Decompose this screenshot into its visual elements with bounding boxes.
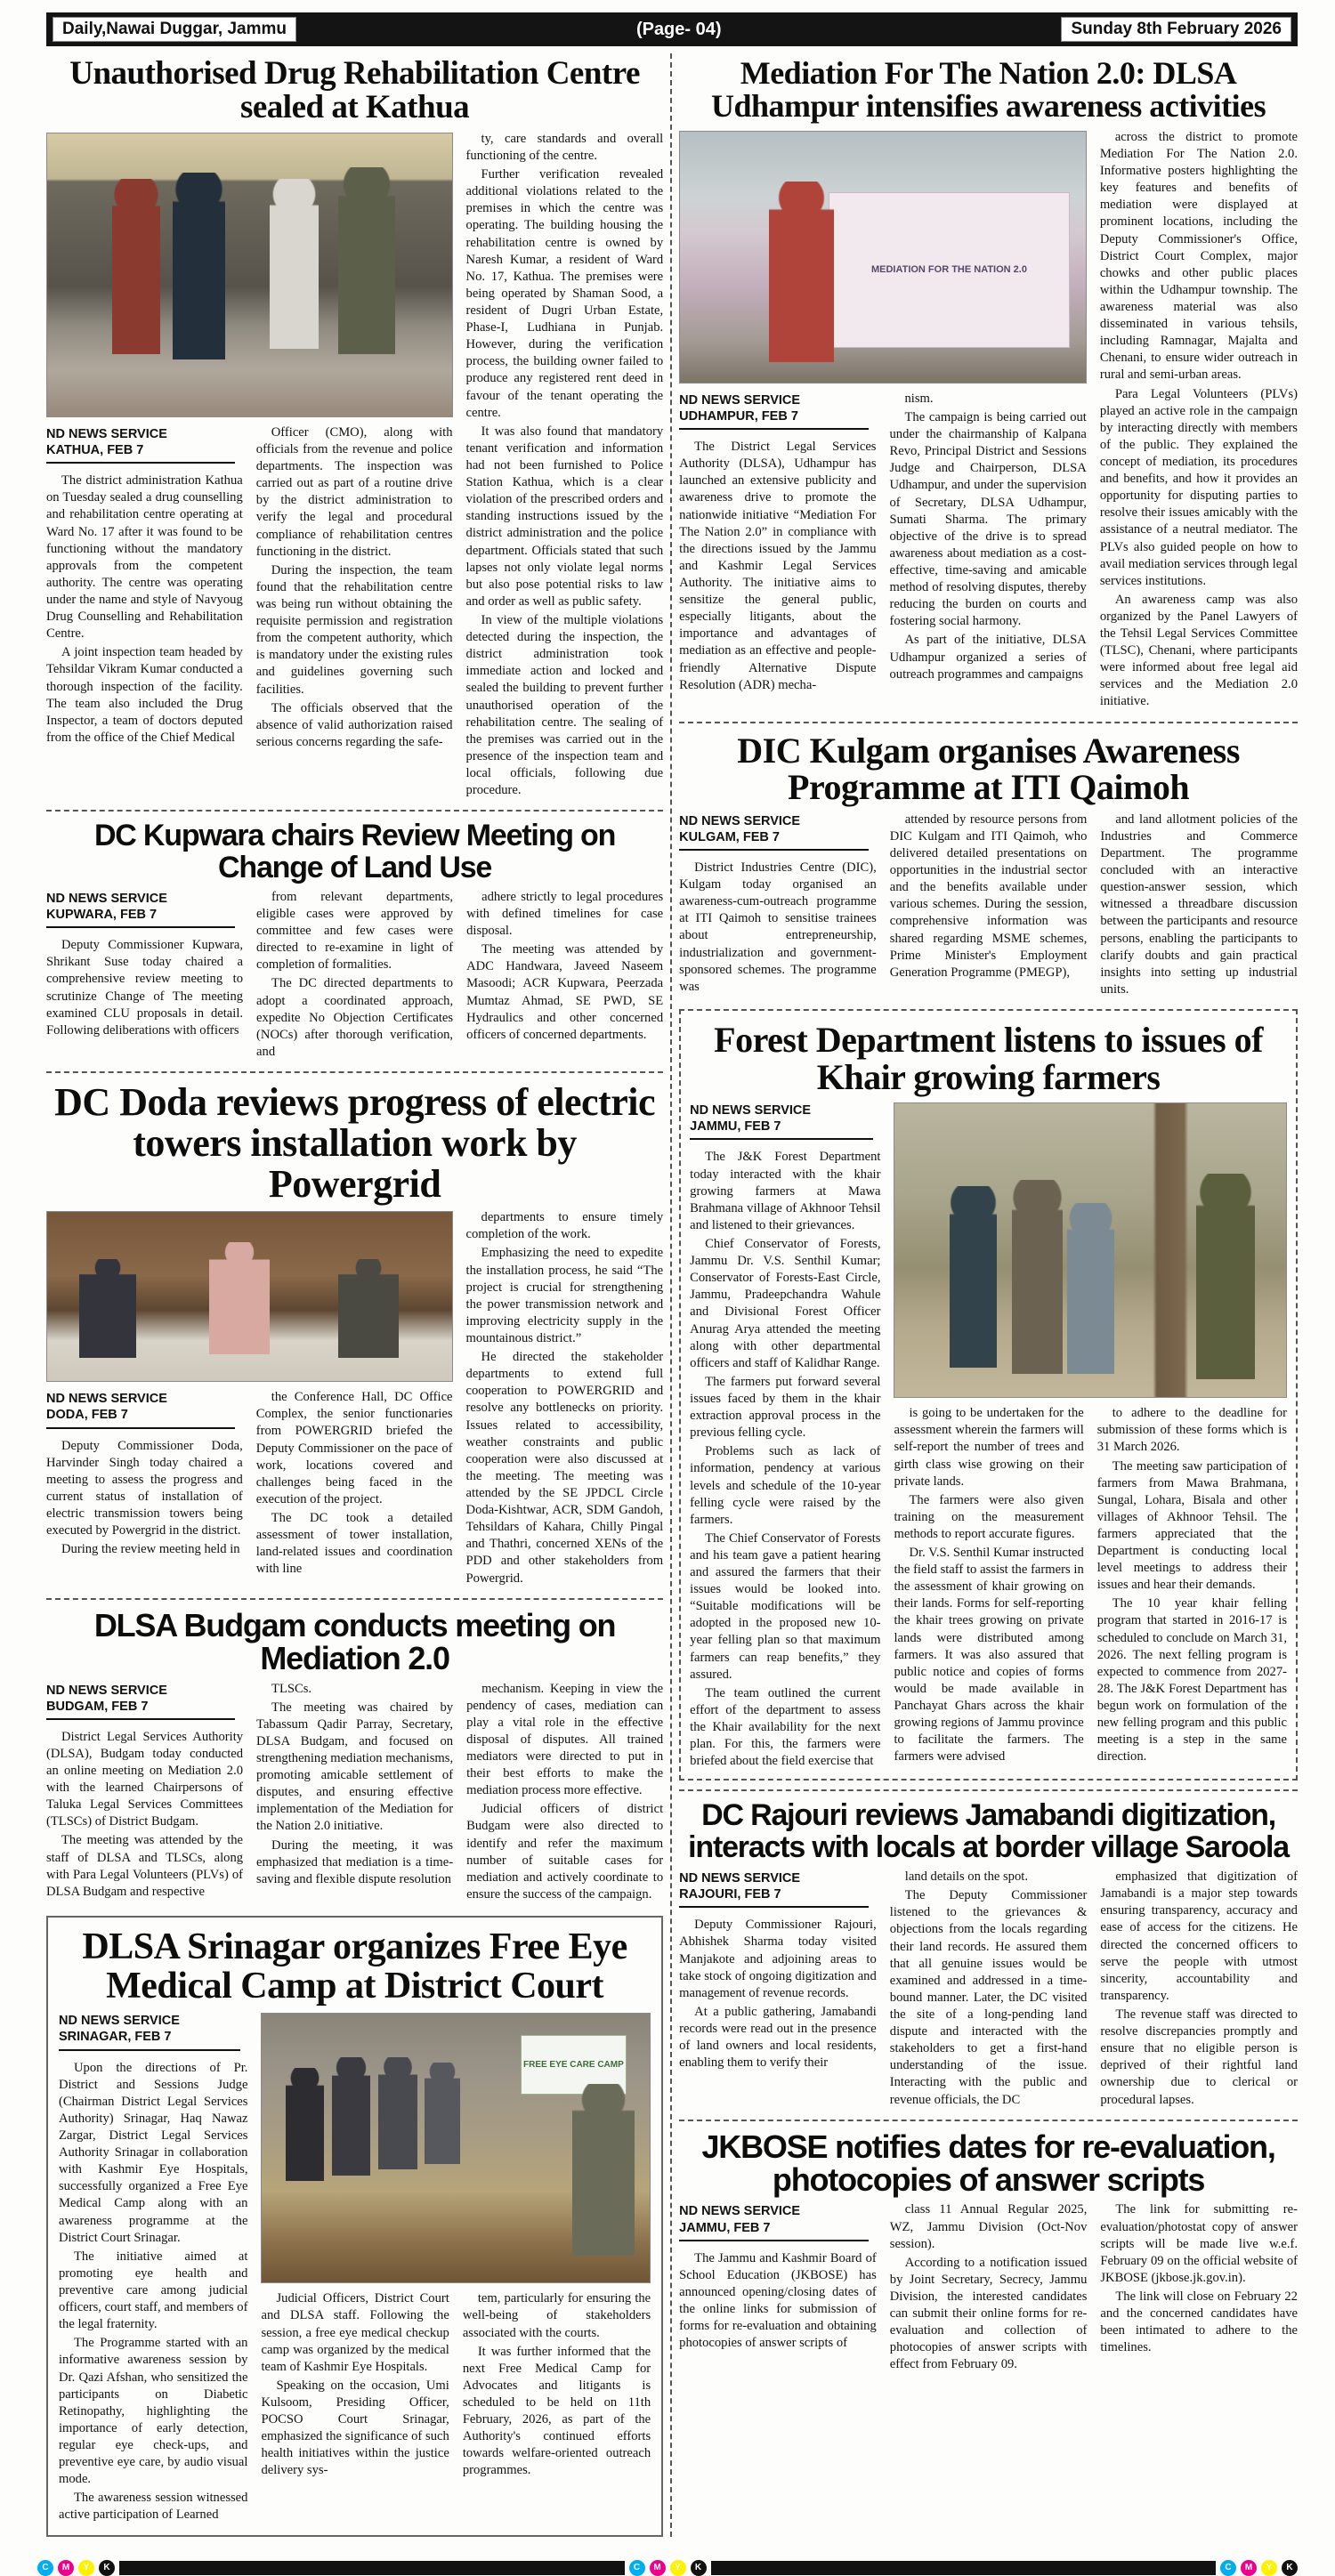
cyan-mark: C [1220,2560,1236,2576]
person-figure [332,2057,371,2176]
byline-dateline: BUDGAM, FEB 7 [46,1699,149,1714]
paragraph: It was further informed that the next Free Medical Camp for Advocates and litigants is scheduled to be held on 11th February, 2026, as part of the Authority's continued efforts towards welfare-oriented outreach programmes. [462,2344,651,2478]
column-3 [466,1681,663,1905]
column-2 [256,1389,453,1579]
column-1 [679,391,876,696]
headline-jkbose: JKBOSE notifies dates for re-evaluation, photocopies of answer scripts [701,2128,1275,2199]
paragraph: land details on the spot. [904,1869,1028,1885]
paragraph: is going to be undertaken for the assessment wherein the farmers will self-report the number of trees and girth class wise growing on their private lands. [894,1406,1084,1489]
byline-dateline: RAJOURI, FEB 7 [679,1887,781,1902]
person-figure [173,173,225,359]
paragraph: class 11 Annual Regular 2025, WZ, Jammu Division (Oct-Nov session). [889,2202,1088,2251]
magenta-mark: M [650,2560,666,2576]
paragraph: Deputy Commissioner Doda, Harvinder Singh today chaired a meeting to assess the progress and current status of installation of electric transmission towers being executed by Powergrid in the district. [46,1438,243,1538]
paragraph: attended by resource persons from DIC Kulgam and ITI Qaimoh, who delivered detailed presentations on opportunities in the industrial sector and the benefits available under various schemes. During the session, comprehensive information was shared regarding MSME schemes, Prime Minister's Employment Generation Programme (PMEGP), [889,812,1088,980]
column-3 [1097,1405,1287,1767]
headline-kathua: Unauthorised Drug Rehabilitation Centre sealed at Kathua [69,55,640,126]
byline-dateline: KULGAM, FEB 7 [679,829,780,844]
paragraph: Dr. V.S. Senthil Kumar instructed the field staff to assist the farmers in the assessment of khair growing on their lands. Forms for self-reporting the khair trees growing on private lands were distributed among farmers. It was also assured that public notice and copies of forms would be made available in Panchayat Ghars across the khair growing regions of Jammu province to facilitate the farmers. The farmers were advised [894,1546,1084,1764]
page-number: (Page- 04) [635,19,722,39]
byline-kathua [46,426,235,464]
paragraph: to adhere to the deadline for submission of these forms which is 31 March 2026. [1096,1406,1288,1455]
black-mark: K [691,2560,707,2576]
paragraph: The initiative aimed at promoting eye health and preventive care among judicial officers, court staff, and members of the legal fraternity. [59,2249,248,2332]
byline-dateline: JAMMU, FEB 7 [690,1119,781,1135]
column-divider [670,53,672,2537]
person-figure [338,167,395,354]
column-1 [46,424,243,753]
person-figure [378,2057,417,2170]
column-2 [890,812,1088,1000]
eye-camp-poster: FREE EYE CARE CAMP [521,2035,627,2094]
paragraph: The farmers were also given training on the measurement methods to report accurate figures. [894,1492,1084,1541]
issue-date: Sunday 8th February 2026 [1061,17,1291,42]
paragraph: As part of the initiative, DLSA Udhampur organized a series of outreach programmes and campaigns [889,633,1087,682]
paragraph: The meeting was attended by the staff of DLSA and TLSCs, along with Para Legal Volunteers (PLVs) of DLSA Budgam and respective [46,1833,244,1899]
paragraph: An awareness camp was also organized by the Panel Lawyers of the Tehsil Legal Services Committee (TLSC), Chenani, where participants were informed about free legal aid services and the Mediation 2.0 initiative. [1099,592,1298,709]
person-figure [1196,1174,1255,1379]
article-doda [46,1071,663,1589]
headline-srinagar: DLSA Srinagar organizes Free Eye Medical Camp at District Court [82,1926,627,2007]
article-srinagar [46,1916,663,2537]
paragraph: The team outlined the current effort of the department to assess the Khair availability for the next plan. For this, the farmers were briefed about the field exercise that [690,1685,881,1769]
magenta-mark: M [1241,2560,1257,2576]
paragraph: During the review meeting held in [61,1542,240,1557]
paragraph: District Legal Services Authority (DLSA), Budgam today conducted an online meeting on Mediation 2.0 with the learned Chairpersons of Taluka Legal Services Committees (TLSCs) of District Budgam. [46,1729,244,1829]
paragraph: In view of the multiple violations detected during the inspection, the district administration took immediate action and locked and sealed the building to prevent further unauthorised operation of the rehabilitation centre. The sealing of the premises was carried out in the presence of the inspection team and local officials, following due procedure. [465,613,664,798]
right-half [679,50,1298,2537]
paragraph: The 10 year khair felling program that started in 2016-17 is scheduled to conclude on March 31, 2026. The next felling program is expected to commence from 2027-28. The J&K Forest Department has begun work on formulation of the new felling program and this public meeting is a step in the same direction. [1096,1596,1288,1764]
paragraph: Para Legal Volunteers (PLVs) played an active role in the campaign by interacting directly with members of the public. They explained the concept of mediation, its procedures and benefits, and how it provides an opportunity for disputing parties to resolve their issues amicably with the assistance of a neutral mediator. The PLVs also guided people on how to avail mediation services through legal services institutions. [1099,386,1298,588]
paragraph: the Conference Hall, DC Office Complex, the senior functionaries from POWERGRID briefed the Deputy Commissioner on the pace of work, locations covered and challenges being faced in the execution of the project. [255,1390,453,1506]
paragraph: The revenue staff was directed to resolve discrepancies promptly and ensure that no eligible person is deprived of their rightful land ownership due to clerical or procedural lapses. [1100,2007,1298,2107]
person-figure [769,182,834,362]
column-text [679,1917,877,2071]
paragraph: Deputy Commissioner Kupwara, Shrikant Suse today chaired a comprehensive review meeting to scrutinize Change of The meeting examined CLU proposals in detail. Following deliberations with officers [46,938,244,1038]
paragraph: The J&K Forest Department today interacted with the khair growing farmers at Mawa Brahmana village of Akhnoor Tehsil and listened to their grievances. [690,1150,881,1232]
byline-agency: ND NEWS SERVICE [690,1103,812,1118]
paragraph: Problems such as lack of information, pendency at various levels and schedule of the 10-year felling cycle were raised by the farmers. [690,1444,881,1527]
paragraph: It was also found that mandatory tenant verification and information had not been furnished to Police Station Kathua, which is a clear violation of the prescribed orders and standing instructions issued by the district administration and the police department. Officials stated that such lapses not only violate legal norms but also pose potential risks to law and order as well as public safety. [465,424,664,609]
yellow-mark: Y [670,2560,686,2576]
headline-forest: Forest Department listens to issues of Khair growing farmers [714,1019,1263,1097]
byline-jkbose [679,2203,869,2241]
paragraph: The meeting saw participation of farmers from Mawa Brahmana, Sungal, Lohara, Bisala and other villages of Akhnoor Tehsil. The farmers appreciated that the Department is conducting local level meetings to address their issues and hear their demands. [1096,1458,1288,1593]
paragraph: Chief Conservator of Forests, Jammu Dr. V.S. Senthil Kumar; Conservator of Forests-East Circle, Jammu, Pradeepchandra Wahule and Divisional Forest Officer Anurag Arya attended the meeting along with other departmental officers and staff of Kalidhar Range. [690,1236,881,1370]
article-udhampur [679,57,1298,713]
newspaper-page [46,12,1298,2537]
person-figure [286,2068,325,2181]
column-1 [690,1101,880,1772]
registration-bar [119,2561,625,2575]
paragraph: During the inspection, the team found that the rehabilitation centre was being run without obtaining the requisite permission and registration from the competent authority, which is mandatory under the existing rules and guidelines governing such facilities. [255,562,453,697]
byline-agency: ND NEWS SERVICE [679,1871,801,1886]
article-kulgam [679,722,1298,1000]
byline-dateline: SRINAGAR, FEB 7 [59,2030,172,2045]
headline-udhampur: Mediation For The Nation 2.0: DLSA Udhampur intensifies awareness activities [710,55,1266,125]
byline-forest [690,1102,873,1140]
column-1 [46,1389,243,1579]
person-figure [112,179,161,354]
black-mark: K [99,2560,115,2576]
yellow-mark: Y [78,2560,94,2576]
doda-photo [46,1211,453,1382]
paragraph: mechanism. Keeping in view the pendency of cases, mediation can play a vital role in the effective disposal of disputes. All trained mediators were directed to put in their best efforts to make the mediation process more effective. [466,1681,664,1798]
column-text [690,1149,880,1770]
paragraph: The DC took a detailed assessment of tower installation, land-related issues and coordination with line [255,1511,453,1577]
paragraph: The awareness session witnessed active participation of Learned [59,2491,248,2523]
headline-rajouri: DC Rajouri reviews Jamabandi digitization, interacts with locals at border village Saroola [688,1798,1289,1864]
paragraph: TLSCs. [271,1681,312,1696]
column-1 [59,2011,247,2525]
left-half [46,50,663,2537]
byline-dateline: KATHUA, FEB 7 [46,443,144,458]
paragraph: Officer (CMO), along with officials from the revenue and police departments. The inspection was carried out as part of a routine drive by the district administration to verify the legal and procedural compliance of rehabilitation centres functioning in the district. [255,424,453,559]
paragraph: The DC directed departments to adopt a coordinated approach, expedite No Objection Certificates (NOCs) after thorough verification, and [256,976,454,1059]
person-figure [1012,1180,1063,1374]
paragraph: ty, care standards and overall functioning of the centre. [465,131,664,164]
paragraph: Judicial officers of district Budgam were also directed to identify and refer the maximum number of suitable cases for mediation and actively coordinate to ensure the success of the campaign. [466,1802,664,1902]
byline-dateline: KUPWARA, FEB 7 [46,908,158,923]
column-text [46,472,243,747]
column-1 [679,2201,877,2375]
paragraph: District Industries Centre (DIC), Kulgam today organised an awareness-cum-outreach programme at ITI Qaimoh to sensitise trainees about entrepreneurship, industrialization and government-sponsored schemes. The programme was [679,860,877,994]
byline-agency: ND NEWS SERVICE [679,813,801,828]
column-1 [46,1681,243,1905]
byline-rajouri [679,1870,869,1908]
column-3 [466,131,664,801]
print-registration-footer [37,2560,1298,2576]
paragraph: nism. [904,391,934,406]
cyan-mark: C [37,2560,53,2576]
paragraph: Further verification revealed additional violations related to the premises in which the centre was operating. The building housing the rehabilitation centre is owned by Naresh Kumar, a resident of Ward No. 17, Kathua. The premises were being operated by Shaman Sood, a resident of Dugri Urban Estate, Phase-I, Ludhiana in Punjab. However, during the verification process, the building owner failed to produce any registered rent deed in favour of the tenant operating the centre. [465,167,664,420]
paragraph: The officials observed that the absence of valid authorization raised serious concerns regarding the safe- [255,700,453,749]
article-forest [679,1009,1298,1781]
column-text [46,1729,243,1901]
byline-agency: ND NEWS SERVICE [46,426,167,441]
udhampur-photo [679,131,1087,384]
byline-kupwara [46,891,235,928]
article-jkbose [679,2120,1298,2376]
mediation-banner: MEDIATION FOR THE NATION 2.0 [829,192,1069,348]
paragraph: The District Legal Services Authority (DLSA), Udhampur has launched an extensive publicity and awareness drive to promote the nationwide initiative “Mediation For The Nation 2.0” in compliance with the directions issued by the Jammu and Kashmir Legal Services Authority. The initiative aims to sensitize the general public, especially litigants, about the importance and advantages of mediation as an effective and people-friendly Alternative Dispute Resolution (ADR) mecha- [679,440,877,692]
headline-doda: DC Doda reviews progress of electric towers installation work by Powergrid [54,1080,655,1206]
black-mark: K [1282,2560,1298,2576]
column-3 [1100,812,1298,1000]
paragraph: During the meeting, it was emphasized that mediation is a time-saving and flexible dispute resolution [256,1837,454,1886]
cyan-mark: C [629,2560,645,2576]
headline-budgam: DLSA Budgam conducts meeting on Mediation 2.0 [93,1606,616,1677]
person-figure [270,179,319,349]
column-text [59,2060,247,2524]
person-figure [209,1242,270,1353]
column-2 [890,391,1087,696]
paragraph: adhere strictly to legal procedures with defined timelines for case disposal. [466,889,664,939]
article-kathua [46,57,663,801]
page-content [46,50,1298,2537]
paragraph: At a public gathering, Jamabandi records were read out in the presence of land owners and local residents, enabling them to verify their [679,2004,877,2071]
paragraph: A joint inspection team headed by Tehsildar Vikram Kumar conducted a thorough inspection of the facility. The team also included the Drug Inspector, a team of doctors deputed from the office of the Chief Medical [46,645,243,745]
paragraph: The farmers put forward several issues faced by them in the khair extraction approval process in the previous felling cycle. [690,1374,881,1441]
column-text [46,1438,243,1559]
person-figure [338,1259,399,1357]
magenta-mark: M [58,2560,74,2576]
article-kupwara [46,810,663,1062]
paragraph: The meeting was attended by ADC Handwara, Javeed Naseem Masoodi; ACR Kupwara, Peerzada Mumtaz Ahmad, SE PWD, SE Hydraulics and other concerned officers of concerned departments. [466,942,664,1042]
column-text [679,2250,877,2353]
column-2 [890,2201,1088,2375]
person-figure [950,1186,997,1369]
kathua-photo [46,133,453,417]
byline-dateline: DODA, FEB 7 [46,1408,128,1423]
byline-dateline: UDHAMPUR, FEB 7 [679,409,798,424]
column-3 [466,889,663,1062]
column-text [679,439,876,694]
paragraph: According to a notification issued by Joint Secretary, Secrecy, Jammu Division, the interested candidates can submit their online forms for re-evaluation and collection of photocopies of answer scripts with effect from February 09. [889,2255,1088,2372]
paragraph: Deputy Commissioner Rajouri, Abhishek Sharma today visited Manjakote and adjoining areas to take stock of ongoing digitization and management of revenue records. [679,1918,877,2000]
person-figure [1067,1203,1114,1373]
byline-doda [46,1391,235,1428]
column-3 [463,2290,651,2481]
paragraph: tem, particularly for ensuring the well-being of stakeholders associated with the courts. [462,2291,651,2340]
column-1 [679,812,877,1000]
byline-udhampur [679,392,868,430]
paragraph: Speaking on the occasion, Umi Kulsoom, Presiding Officer, POCSO Court Srinagar, emphasized the significance of such health initiatives within the justice delivery sys- [261,2378,449,2478]
byline-agency: ND NEWS SERVICE [46,1392,167,1407]
column-3 [1100,1869,1298,2111]
column-2 [261,2290,449,2481]
column-3 [1100,129,1298,713]
column-3 [1100,2201,1298,2375]
article-rajouri [679,1789,1298,2110]
paragraph: Judicial Officers, District Court and DLSA staff. Following the session, a free eye medical checkup camp was organized by the medical team of Kashmir Eye Hospitals. [261,2291,449,2374]
headline-kulgam: DIC Kulgam organises Awareness Programme at ITI Qaimoh [737,730,1240,808]
paragraph: The link for submitting re-evaluation/photostat copy of answer scripts will be made live w.e.f. February 09 on the official website of JKBOSE (jkbose.jk.gov.in). [1100,2202,1298,2285]
headline-kupwara: DC Kupwara chairs Review Meeting on Change of Land Use [93,819,616,884]
column-1 [46,889,243,1062]
paragraph: The Jammu and Kashmir Board of School Education (JKBOSE) has announced opening/closing dates of the online links for submission of forms for re-evaluation and obtaining photocopies of answer scripts of [679,2250,877,2351]
paragraph: and land allotment policies of the Industries and Commerce Department. The programme concluded with an interactive question-answer session, which witnessed a threadbare discussion between the participants and resource persons, enabling the participants to clarify doubts and gain practical insights into setting up industrial units. [1100,812,1298,997]
column-2 [890,1869,1088,2111]
paragraph: The district administration Kathua on Tuesday sealed a drug counselling and rehabilitation centre operating at Ward No. 17 after it was found to be functioning without the mandatory approvals from the competent authority. The centre was operating under the name and style of Navyoug Drug Counselling and Rehabilitation Centre. [46,473,243,642]
byline-agency: ND NEWS SERVICE [679,2204,801,2219]
column-1 [679,1869,877,2111]
paragraph: The meeting was chaired by Tabassum Qadir Parray, Secretary, DLSA Budgam, and focused on strengthening mediation mechanisms, promoting amicable settlement of disputes, and ensuring effective implementation of the Mediation for the Nation 2.0 initiative. [256,1700,454,1834]
article-budgam [46,1598,663,1905]
paragraph: He directed the stakeholder departments to extend full cooperation to POWERGRID and resolve any bottlenecks on priority. Issues related to accessibility, weather constraints and public cooperation were also discussed at the meeting. The meeting was attended by the SE JPDCL Circle Doda-Kishtwar, ACR, SDM Gandoh, Tehsildars of Kahara, Chilly Pingal and Thathri, concerned XENs of the PDD and other stakeholders from Powergrid. [465,1350,664,1586]
srinagar-photo [261,2013,651,2283]
paragraph: departments to ensure timely completion of the work. [465,1210,664,1242]
byline-agency: ND NEWS SERVICE [46,891,167,906]
column-text [46,937,243,1039]
paragraph: across the district to promote Mediation For The Nation 2.0. Informative posters highlighting the key features and benefits of mediation were displayed at prominent locations, including the Deputy Commissioner's Office, District Court Complex, major chowks and other public places within the Udhampur township. The awareness material was also disseminated in various tehsils, including Ramnagar, Majalta and Chenani, to ensure wider outreach in rural and semi-urban areas. [1099,129,1298,383]
paper-title: Daily,Nawai Duggar, Jammu [53,17,296,42]
byline-dateline: JAMMU, FEB 7 [679,2220,771,2235]
paragraph: Upon the directions of Pr. District and Sessions Judge (Chairman District Legal Services Authority) Srinagar, Haq Nawaz Zargar, District Legal Services Authority Srinagar in collaboration with Kashmir Eye Hospitals, successfully organized a Free Eye Medical Camp along with an awareness programme at the District Court Srinagar. [59,2060,248,2245]
masthead [46,12,1298,46]
byline-agency: ND NEWS SERVICE [59,2014,180,2029]
paragraph: emphasized that digitization of Jamabandi is a major step towards ensuring transparency, accuracy and ease of access for the citizens. He directed the concerned officers to serve the people with utmost sincerity, accountability and transparency. [1100,1869,1298,2003]
column-2 [894,1405,1083,1767]
column-2 [256,424,453,753]
paragraph: Emphasizing the need to expedite the installation process, he said “The project is crucial for strengthening the power transmission network and improving electricity supply in the mountainous district.” [465,1246,664,1346]
byline-srinagar [59,2013,240,2050]
paragraph: The Chief Conservator of Forests and his team gave a patient hearing and assured the farmers that their issues would be looked into. “Suitable modifications will be adopted in the proposed new 10-year felling plan so that maximum farmers can reap benefits,” they assured. [690,1530,881,1682]
byline-agency: ND NEWS SERVICE [46,1683,167,1698]
paragraph: The Deputy Commissioner listened to the grievances & objections from the locals regarding their land records. He assured them that all genuine issues would be examined and addressed in a time-bound manner. Later, the DC visited the site of a long-pending land dispute and interacted with the stakeholders to get a first-hand understanding of the issue. Interacting with the public and revenue officials, the DC [889,1888,1088,2107]
paragraph: The campaign is being carried out under the chairmanship of Kalpana Revo, Principal District and Sessions Judge and Chairperson, DLSA Udhampur, and under the supervision of Secretary, DLSA Udhampur, Sumati Sharma. The primary objective of the drive is to spread awareness about mediation as a cost-effective, time-saving and amicable method of resolving disputes, thereby reducing the burden on courts and fostering social harmony. [889,409,1087,629]
yellow-mark: Y [1261,2560,1277,2576]
person-figure [79,1259,136,1357]
paragraph: The Programme started with an informative awareness session by Dr. Qazi Afshan, who sensitized the participants on Diabetic Retinopathy, highlighting the importance of early detection, regular eye check-ups, and preventive eye care, by audio visual mode. [59,2336,248,2487]
column-2 [256,889,453,1062]
person-figure [425,2063,459,2165]
byline-budgam [46,1683,235,1720]
registration-bar [711,2561,1217,2575]
forest-photo [894,1102,1287,1398]
column-text [679,860,877,996]
column-2 [256,1681,453,1905]
byline-agency: ND NEWS SERVICE [679,392,801,408]
paragraph: from relevant departments, eligible cases were approved by committee and few cases were directed to re-examine in light of completion of formalities. [256,889,454,973]
column-3 [466,1209,664,1588]
byline-kulgam [679,813,869,851]
paragraph: The link will close on February 22 and the concerned candidates have been intimated to adhere to the timelines. [1100,2289,1298,2355]
person-figure [572,2084,635,2256]
